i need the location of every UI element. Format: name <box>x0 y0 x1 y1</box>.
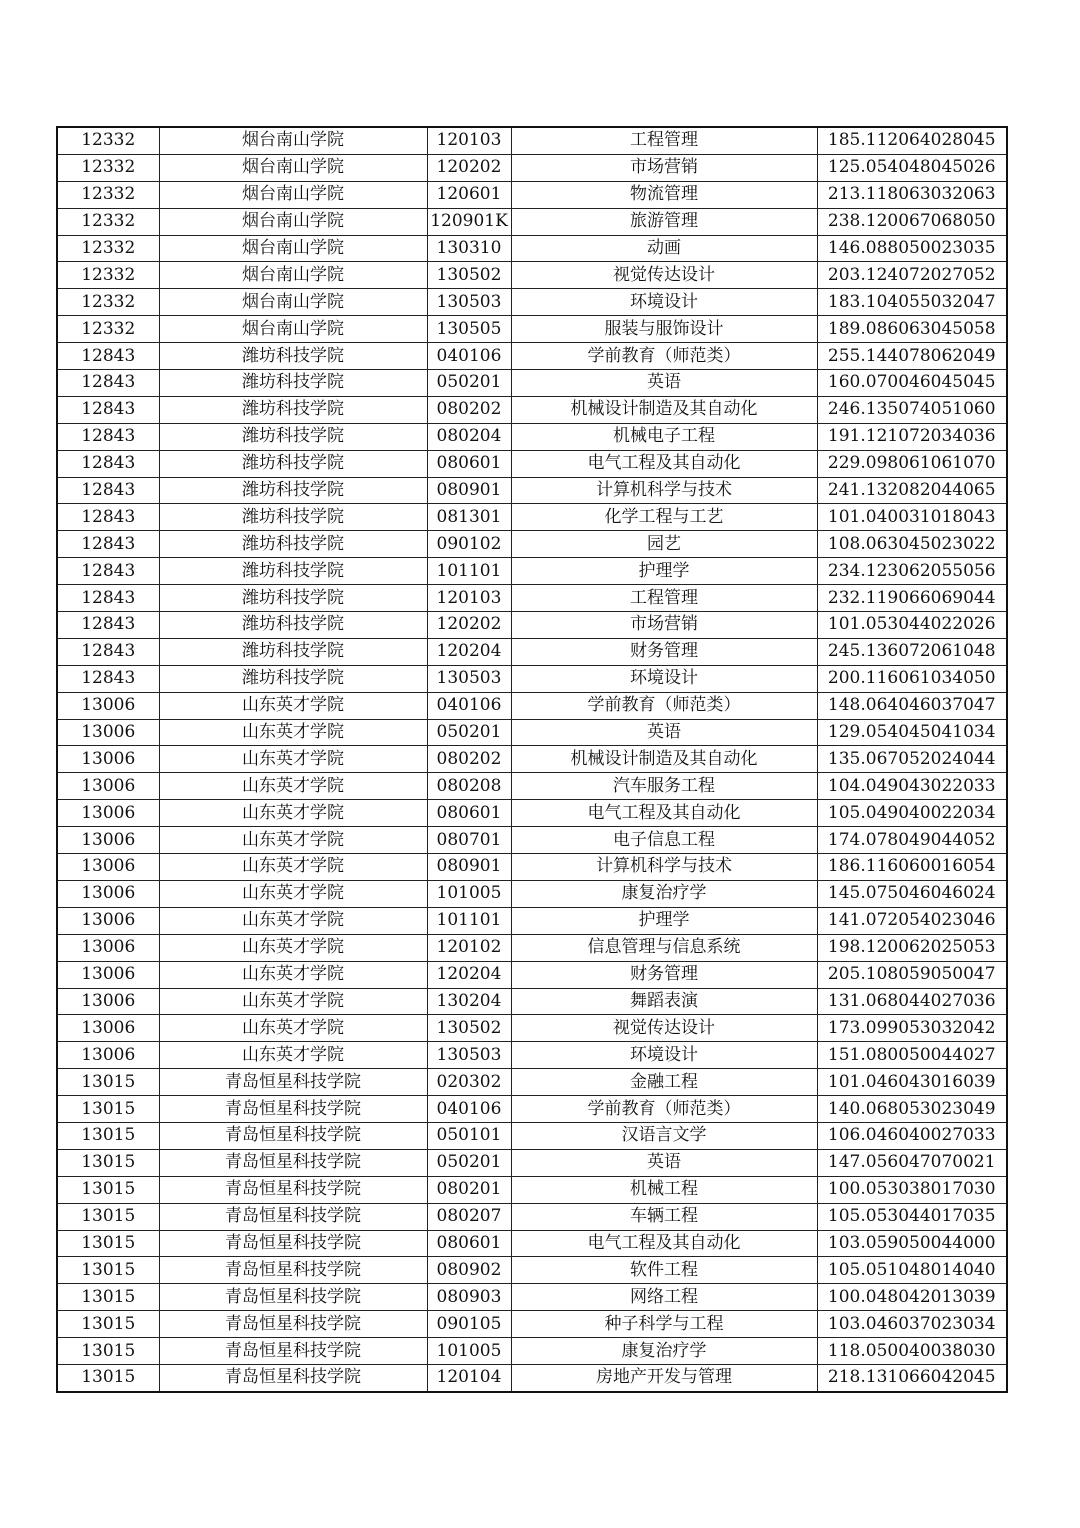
school-code-cell: 13015 <box>57 1149 159 1176</box>
major-code-cell: 080202 <box>427 396 511 423</box>
value-cell: 105.051048014040 <box>817 1257 1007 1284</box>
value-cell: 125.054048045026 <box>817 154 1007 181</box>
major-code-cell: 130502 <box>427 262 511 289</box>
table-row <box>57 746 1007 773</box>
school-name-cell: 青岛恒星科技学院 <box>159 1257 427 1284</box>
table-row <box>57 316 1007 343</box>
school-code-cell: 13015 <box>57 1096 159 1123</box>
major-code-cell: 080202 <box>427 746 511 773</box>
major-code-cell: 130502 <box>427 1015 511 1042</box>
major-name-cell: 服装与服饰设计 <box>511 316 817 343</box>
value-cell: 255.144078062049 <box>817 343 1007 370</box>
major-name-cell: 工程管理 <box>511 585 817 612</box>
school-name-cell: 山东英才学院 <box>159 719 427 746</box>
major-code-cell: 101101 <box>427 558 511 585</box>
school-name-cell: 山东英才学院 <box>159 827 427 854</box>
table-row <box>57 289 1007 316</box>
school-name-cell: 烟台南山学院 <box>159 154 427 181</box>
table-row <box>57 612 1007 639</box>
school-code-cell: 13015 <box>57 1230 159 1257</box>
major-name-cell: 市场营销 <box>511 612 817 639</box>
table-row <box>57 370 1007 397</box>
major-name-cell: 化学工程与工艺 <box>511 504 817 531</box>
major-code-cell: 050201 <box>427 370 511 397</box>
school-name-cell: 青岛恒星科技学院 <box>159 1096 427 1123</box>
school-code-cell: 13006 <box>57 988 159 1015</box>
value-cell: 174.078049044052 <box>817 827 1007 854</box>
data-table <box>56 126 1008 1393</box>
school-name-cell: 潍坊科技学院 <box>159 450 427 477</box>
major-code-cell: 050201 <box>427 719 511 746</box>
major-name-cell: 车辆工程 <box>511 1203 817 1230</box>
school-name-cell: 青岛恒星科技学院 <box>159 1284 427 1311</box>
major-name-cell: 环境设计 <box>511 1042 817 1069</box>
major-code-cell: 080902 <box>427 1257 511 1284</box>
school-code-cell: 12332 <box>57 154 159 181</box>
table-row <box>57 450 1007 477</box>
value-cell: 131.068044027036 <box>817 988 1007 1015</box>
major-name-cell: 计算机科学与技术 <box>511 477 817 504</box>
school-name-cell: 青岛恒星科技学院 <box>159 1338 427 1365</box>
table-row <box>57 880 1007 907</box>
table-row <box>57 343 1007 370</box>
value-cell: 104.049043022033 <box>817 773 1007 800</box>
value-cell: 129.054045041034 <box>817 719 1007 746</box>
value-cell: 108.063045023022 <box>817 531 1007 558</box>
value-cell: 241.132082044065 <box>817 477 1007 504</box>
school-name-cell: 潍坊科技学院 <box>159 504 427 531</box>
table-row <box>57 773 1007 800</box>
school-name-cell: 潍坊科技学院 <box>159 638 427 665</box>
table-row <box>57 1015 1007 1042</box>
school-code-cell: 13006 <box>57 827 159 854</box>
school-code-cell: 12843 <box>57 396 159 423</box>
value-cell: 103.059050044000 <box>817 1230 1007 1257</box>
school-code-cell: 13006 <box>57 854 159 881</box>
value-cell: 101.046043016039 <box>817 1069 1007 1096</box>
table-row <box>57 1230 1007 1257</box>
table-row <box>57 262 1007 289</box>
school-code-cell: 13015 <box>57 1176 159 1203</box>
school-name-cell: 青岛恒星科技学院 <box>159 1230 427 1257</box>
school-name-cell: 烟台南山学院 <box>159 127 427 154</box>
major-name-cell: 机械设计制造及其自动化 <box>511 746 817 773</box>
school-code-cell: 12843 <box>57 585 159 612</box>
school-name-cell: 山东英才学院 <box>159 1015 427 1042</box>
value-cell: 140.068053023049 <box>817 1096 1007 1123</box>
table-row <box>57 961 1007 988</box>
school-code-cell: 12332 <box>57 289 159 316</box>
major-code-cell: 080204 <box>427 423 511 450</box>
major-name-cell: 环境设计 <box>511 665 817 692</box>
major-name-cell: 汽车服务工程 <box>511 773 817 800</box>
major-code-cell: 130503 <box>427 665 511 692</box>
major-name-cell: 金融工程 <box>511 1069 817 1096</box>
major-code-cell: 120103 <box>427 127 511 154</box>
major-code-cell: 120104 <box>427 1364 511 1391</box>
value-cell: 186.116060016054 <box>817 854 1007 881</box>
table-row <box>57 827 1007 854</box>
major-code-cell: 080201 <box>427 1176 511 1203</box>
major-name-cell: 网络工程 <box>511 1284 817 1311</box>
value-cell: 173.099053032042 <box>817 1015 1007 1042</box>
major-code-cell: 120102 <box>427 934 511 961</box>
school-code-cell: 12332 <box>57 127 159 154</box>
table-row <box>57 154 1007 181</box>
school-code-cell: 13015 <box>57 1311 159 1338</box>
school-name-cell: 潍坊科技学院 <box>159 477 427 504</box>
major-name-cell: 汉语言文学 <box>511 1122 817 1149</box>
major-code-cell: 080901 <box>427 477 511 504</box>
major-code-cell: 101005 <box>427 1338 511 1365</box>
school-code-cell: 13006 <box>57 719 159 746</box>
major-name-cell: 机械工程 <box>511 1176 817 1203</box>
school-code-cell: 13006 <box>57 934 159 961</box>
major-code-cell: 130503 <box>427 289 511 316</box>
table-row <box>57 1042 1007 1069</box>
school-code-cell: 13015 <box>57 1284 159 1311</box>
major-name-cell: 环境设计 <box>511 289 817 316</box>
value-cell: 198.120062025053 <box>817 934 1007 961</box>
major-name-cell: 电气工程及其自动化 <box>511 450 817 477</box>
value-cell: 141.072054023046 <box>817 907 1007 934</box>
school-code-cell: 13006 <box>57 1015 159 1042</box>
major-code-cell: 130503 <box>427 1042 511 1069</box>
table-row <box>57 1203 1007 1230</box>
school-code-cell: 12332 <box>57 208 159 235</box>
major-name-cell: 英语 <box>511 719 817 746</box>
school-name-cell: 潍坊科技学院 <box>159 370 427 397</box>
school-name-cell: 烟台南山学院 <box>159 289 427 316</box>
table-row <box>57 1096 1007 1123</box>
major-name-cell: 电气工程及其自动化 <box>511 800 817 827</box>
school-code-cell: 13015 <box>57 1338 159 1365</box>
school-name-cell: 潍坊科技学院 <box>159 612 427 639</box>
school-code-cell: 12332 <box>57 316 159 343</box>
value-cell: 135.067052024044 <box>817 746 1007 773</box>
major-code-cell: 040106 <box>427 343 511 370</box>
major-name-cell: 计算机科学与技术 <box>511 854 817 881</box>
school-name-cell: 山东英才学院 <box>159 934 427 961</box>
value-cell: 205.108059050047 <box>817 961 1007 988</box>
major-code-cell: 080701 <box>427 827 511 854</box>
value-cell: 118.050040038030 <box>817 1338 1007 1365</box>
value-cell: 218.131066042045 <box>817 1364 1007 1391</box>
school-code-cell: 12843 <box>57 477 159 504</box>
major-name-cell: 电气工程及其自动化 <box>511 1230 817 1257</box>
school-code-cell: 13015 <box>57 1122 159 1149</box>
school-code-cell: 13006 <box>57 1042 159 1069</box>
major-name-cell: 康复治疗学 <box>511 1338 817 1365</box>
major-code-cell: 101101 <box>427 907 511 934</box>
school-name-cell: 烟台南山学院 <box>159 262 427 289</box>
table-row <box>57 638 1007 665</box>
school-code-cell: 12843 <box>57 423 159 450</box>
school-name-cell: 山东英才学院 <box>159 961 427 988</box>
major-code-cell: 130310 <box>427 235 511 262</box>
major-name-cell: 电子信息工程 <box>511 827 817 854</box>
school-name-cell: 山东英才学院 <box>159 854 427 881</box>
school-name-cell: 青岛恒星科技学院 <box>159 1149 427 1176</box>
major-code-cell: 040106 <box>427 692 511 719</box>
major-code-cell: 020302 <box>427 1069 511 1096</box>
table-row <box>57 854 1007 881</box>
table-row <box>57 1257 1007 1284</box>
table-row <box>57 1364 1007 1391</box>
major-name-cell: 英语 <box>511 1149 817 1176</box>
major-name-cell: 信息管理与信息系统 <box>511 934 817 961</box>
school-name-cell: 山东英才学院 <box>159 988 427 1015</box>
major-code-cell: 080901 <box>427 854 511 881</box>
school-name-cell: 山东英才学院 <box>159 692 427 719</box>
major-name-cell: 动画 <box>511 235 817 262</box>
table-row <box>57 208 1007 235</box>
school-name-cell: 青岛恒星科技学院 <box>159 1364 427 1391</box>
major-name-cell: 护理学 <box>511 907 817 934</box>
value-cell: 103.046037023034 <box>817 1311 1007 1338</box>
value-cell: 105.049040022034 <box>817 800 1007 827</box>
school-code-cell: 13006 <box>57 907 159 934</box>
school-name-cell: 青岛恒星科技学院 <box>159 1176 427 1203</box>
school-name-cell: 青岛恒星科技学院 <box>159 1311 427 1338</box>
table-row <box>57 531 1007 558</box>
table-row <box>57 1176 1007 1203</box>
table-row <box>57 1338 1007 1365</box>
school-code-cell: 12843 <box>57 450 159 477</box>
school-code-cell: 12843 <box>57 343 159 370</box>
major-code-cell: 080601 <box>427 800 511 827</box>
school-name-cell: 潍坊科技学院 <box>159 665 427 692</box>
major-code-cell: 080208 <box>427 773 511 800</box>
value-cell: 147.056047070021 <box>817 1149 1007 1176</box>
major-name-cell: 软件工程 <box>511 1257 817 1284</box>
school-code-cell: 13006 <box>57 800 159 827</box>
major-name-cell: 机械电子工程 <box>511 423 817 450</box>
school-code-cell: 12332 <box>57 262 159 289</box>
major-code-cell: 120601 <box>427 181 511 208</box>
value-cell: 234.123062055056 <box>817 558 1007 585</box>
value-cell: 183.104055032047 <box>817 289 1007 316</box>
value-cell: 246.135074051060 <box>817 396 1007 423</box>
table-row <box>57 907 1007 934</box>
school-code-cell: 13015 <box>57 1069 159 1096</box>
data-table-body <box>57 127 1007 1392</box>
value-cell: 100.048042013039 <box>817 1284 1007 1311</box>
school-code-cell: 13006 <box>57 961 159 988</box>
school-name-cell: 山东英才学院 <box>159 907 427 934</box>
table-row <box>57 423 1007 450</box>
major-name-cell: 工程管理 <box>511 127 817 154</box>
value-cell: 232.119066069044 <box>817 585 1007 612</box>
major-name-cell: 种子科学与工程 <box>511 1311 817 1338</box>
value-cell: 148.064046037047 <box>817 692 1007 719</box>
major-name-cell: 舞蹈表演 <box>511 988 817 1015</box>
major-name-cell: 园艺 <box>511 531 817 558</box>
major-code-cell: 050201 <box>427 1149 511 1176</box>
table-row <box>57 719 1007 746</box>
school-name-cell: 烟台南山学院 <box>159 208 427 235</box>
school-code-cell: 13015 <box>57 1203 159 1230</box>
value-cell: 191.121072034036 <box>817 423 1007 450</box>
major-name-cell: 康复治疗学 <box>511 880 817 907</box>
table-row <box>57 1284 1007 1311</box>
major-code-cell: 130505 <box>427 316 511 343</box>
major-code-cell: 090105 <box>427 1311 511 1338</box>
value-cell: 185.112064028045 <box>817 127 1007 154</box>
school-code-cell: 12843 <box>57 370 159 397</box>
value-cell: 151.080050044027 <box>817 1042 1007 1069</box>
major-name-cell: 旅游管理 <box>511 208 817 235</box>
value-cell: 245.136072061048 <box>817 638 1007 665</box>
school-code-cell: 13015 <box>57 1257 159 1284</box>
major-name-cell: 财务管理 <box>511 961 817 988</box>
school-code-cell: 12843 <box>57 531 159 558</box>
major-code-cell: 120901K <box>427 208 511 235</box>
school-name-cell: 山东英才学院 <box>159 746 427 773</box>
school-code-cell: 13006 <box>57 880 159 907</box>
school-name-cell: 烟台南山学院 <box>159 235 427 262</box>
table-row <box>57 504 1007 531</box>
value-cell: 100.053038017030 <box>817 1176 1007 1203</box>
major-name-cell: 物流管理 <box>511 181 817 208</box>
school-name-cell: 烟台南山学院 <box>159 181 427 208</box>
table-row <box>57 988 1007 1015</box>
school-code-cell: 13006 <box>57 746 159 773</box>
table-row <box>57 1311 1007 1338</box>
table-row <box>57 692 1007 719</box>
value-cell: 105.053044017035 <box>817 1203 1007 1230</box>
school-name-cell: 潍坊科技学院 <box>159 396 427 423</box>
school-name-cell: 潍坊科技学院 <box>159 585 427 612</box>
table-row <box>57 1122 1007 1149</box>
major-name-cell: 机械设计制造及其自动化 <box>511 396 817 423</box>
school-name-cell: 青岛恒星科技学院 <box>159 1203 427 1230</box>
table-row <box>57 396 1007 423</box>
school-code-cell: 13015 <box>57 1364 159 1391</box>
major-name-cell: 财务管理 <box>511 638 817 665</box>
major-code-cell: 120103 <box>427 585 511 612</box>
major-name-cell: 英语 <box>511 370 817 397</box>
school-code-cell: 12843 <box>57 665 159 692</box>
value-cell: 238.120067068050 <box>817 208 1007 235</box>
major-name-cell: 学前教育（师范类） <box>511 343 817 370</box>
school-code-cell: 13006 <box>57 692 159 719</box>
value-cell: 229.098061061070 <box>817 450 1007 477</box>
table-row <box>57 477 1007 504</box>
table-row <box>57 585 1007 612</box>
value-cell: 101.053044022026 <box>817 612 1007 639</box>
table-row <box>57 665 1007 692</box>
table-row <box>57 181 1007 208</box>
major-code-cell: 081301 <box>427 504 511 531</box>
major-code-cell: 090102 <box>427 531 511 558</box>
value-cell: 203.124072027052 <box>817 262 1007 289</box>
major-code-cell: 120204 <box>427 638 511 665</box>
major-name-cell: 护理学 <box>511 558 817 585</box>
major-code-cell: 120204 <box>427 961 511 988</box>
major-name-cell: 视觉传达设计 <box>511 1015 817 1042</box>
school-code-cell: 12843 <box>57 612 159 639</box>
major-code-cell: 080207 <box>427 1203 511 1230</box>
table-row <box>57 558 1007 585</box>
school-name-cell: 潍坊科技学院 <box>159 423 427 450</box>
school-code-cell: 12843 <box>57 558 159 585</box>
major-name-cell: 市场营销 <box>511 154 817 181</box>
major-code-cell: 080903 <box>427 1284 511 1311</box>
major-code-cell: 040106 <box>427 1096 511 1123</box>
school-name-cell: 潍坊科技学院 <box>159 343 427 370</box>
value-cell: 160.070046045045 <box>817 370 1007 397</box>
major-code-cell: 050101 <box>427 1122 511 1149</box>
school-code-cell: 12332 <box>57 235 159 262</box>
school-name-cell: 青岛恒星科技学院 <box>159 1069 427 1096</box>
value-cell: 145.075046046024 <box>817 880 1007 907</box>
major-code-cell: 080601 <box>427 450 511 477</box>
major-name-cell: 学前教育（师范类） <box>511 1096 817 1123</box>
value-cell: 200.116061034050 <box>817 665 1007 692</box>
school-name-cell: 山东英才学院 <box>159 800 427 827</box>
table-row <box>57 127 1007 154</box>
major-code-cell: 120202 <box>427 612 511 639</box>
major-code-cell: 101005 <box>427 880 511 907</box>
major-code-cell: 130204 <box>427 988 511 1015</box>
school-name-cell: 烟台南山学院 <box>159 316 427 343</box>
major-name-cell: 房地产开发与管理 <box>511 1364 817 1391</box>
major-name-cell: 视觉传达设计 <box>511 262 817 289</box>
school-name-cell: 山东英才学院 <box>159 1042 427 1069</box>
major-code-cell: 120202 <box>427 154 511 181</box>
school-name-cell: 山东英才学院 <box>159 773 427 800</box>
table-row <box>57 800 1007 827</box>
school-name-cell: 山东英才学院 <box>159 880 427 907</box>
table-row <box>57 235 1007 262</box>
school-code-cell: 13006 <box>57 773 159 800</box>
value-cell: 106.046040027033 <box>817 1122 1007 1149</box>
value-cell: 213.118063032063 <box>817 181 1007 208</box>
school-code-cell: 12843 <box>57 504 159 531</box>
school-name-cell: 青岛恒星科技学院 <box>159 1122 427 1149</box>
school-name-cell: 潍坊科技学院 <box>159 531 427 558</box>
school-name-cell: 潍坊科技学院 <box>159 558 427 585</box>
value-cell: 101.040031018043 <box>817 504 1007 531</box>
table-row <box>57 1149 1007 1176</box>
table-row <box>57 934 1007 961</box>
school-code-cell: 12843 <box>57 638 159 665</box>
major-code-cell: 080601 <box>427 1230 511 1257</box>
school-code-cell: 12332 <box>57 181 159 208</box>
table-row <box>57 1069 1007 1096</box>
value-cell: 146.088050023035 <box>817 235 1007 262</box>
value-cell: 189.086063045058 <box>817 316 1007 343</box>
major-name-cell: 学前教育（师范类） <box>511 692 817 719</box>
